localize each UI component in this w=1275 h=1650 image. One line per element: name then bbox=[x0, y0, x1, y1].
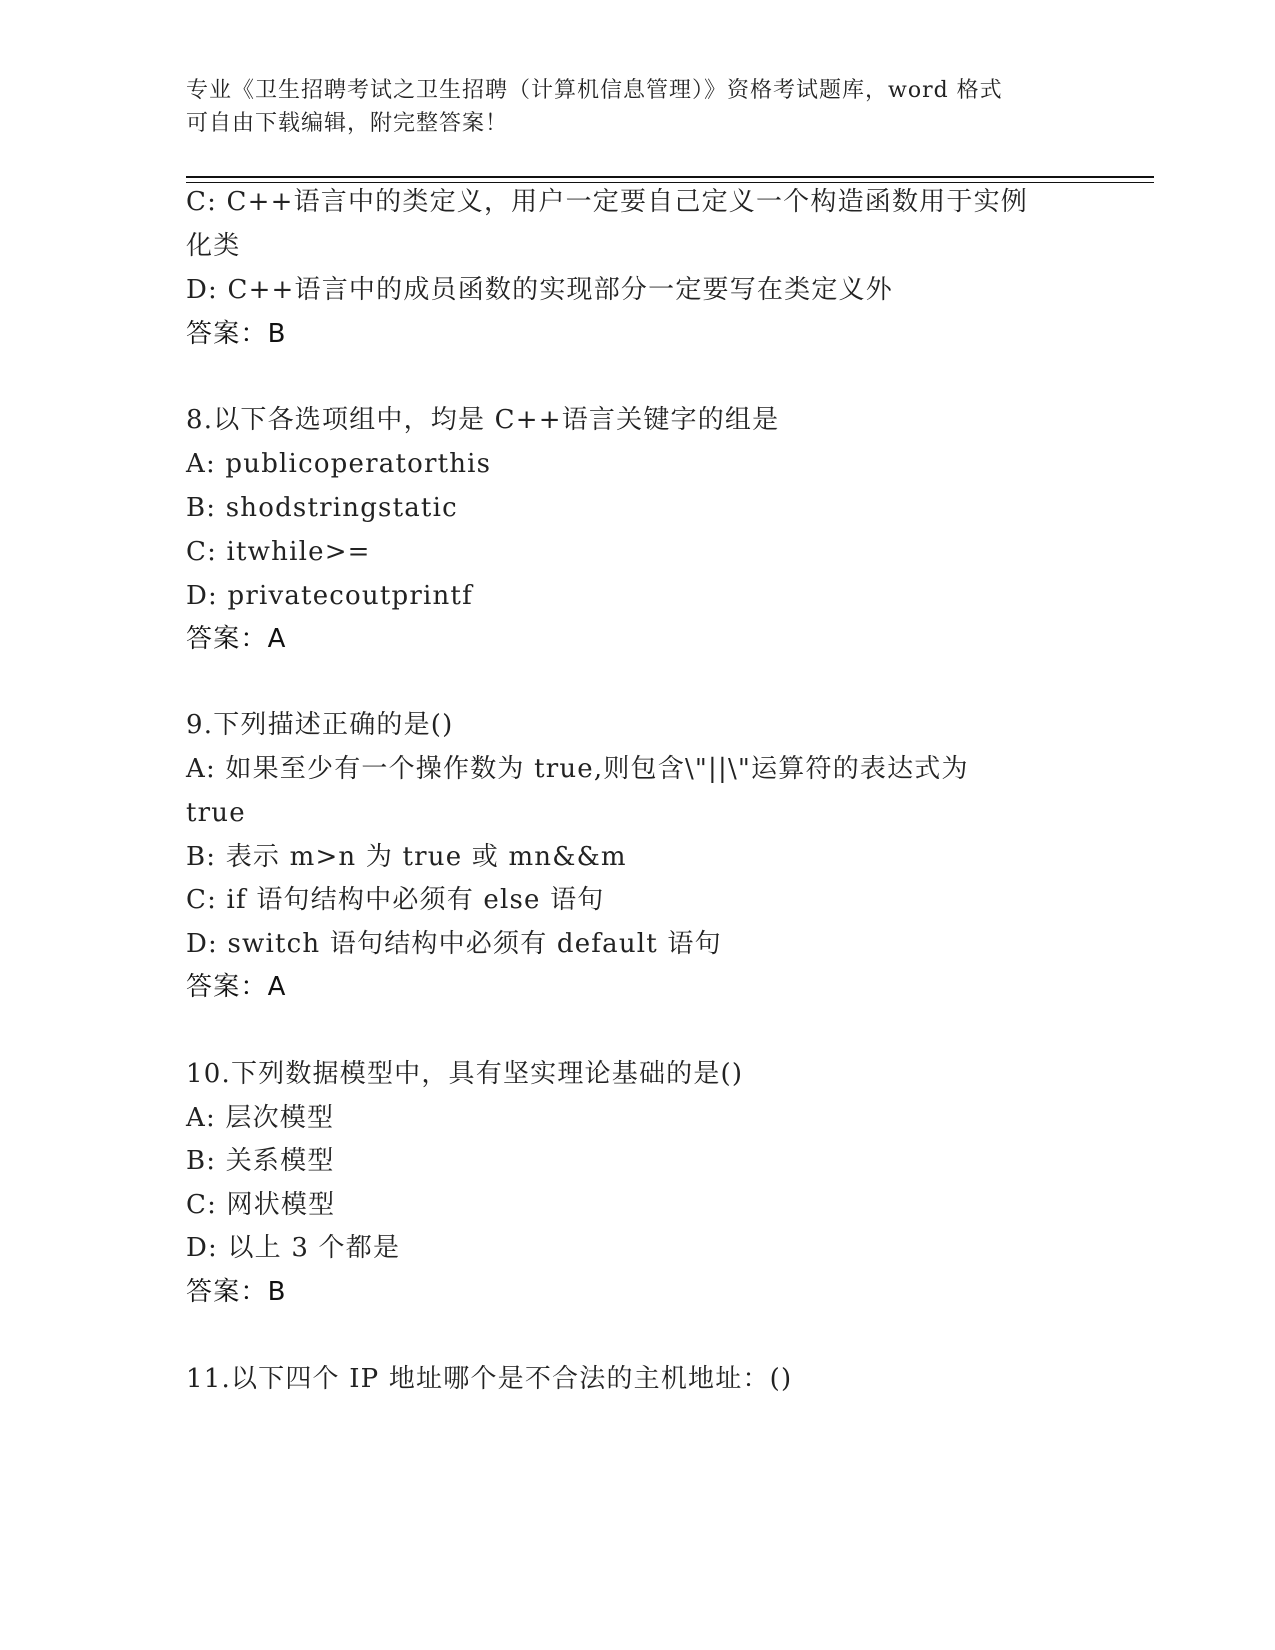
q10-option-b: B: 关系模型 bbox=[186, 1146, 335, 1176]
q9-option-a-line-1: A: 如果至少有一个操作数为 true,则包含\"||\"运算符的表达式为 bbox=[186, 754, 969, 784]
q10-option-a: A: 层次模型 bbox=[186, 1103, 335, 1133]
q8-option-d: D: privatecoutprintf bbox=[186, 581, 473, 611]
q7-option-c-line-2: 化类 bbox=[186, 231, 241, 261]
header-title-line-2: 可自由下载编辑，附完整答案！ bbox=[186, 111, 509, 136]
q7-option-c-line-1: C: C++语言中的类定义，用户一定要自己定义一个构造函数用于实例 bbox=[186, 187, 1028, 217]
q10-option-c: C: 网状模型 bbox=[186, 1190, 336, 1220]
q10-answer: 答案：B bbox=[186, 1277, 287, 1307]
q8-answer: 答案：A bbox=[186, 624, 287, 654]
q8-option-c: C: itwhile>= bbox=[186, 537, 371, 567]
q8-option-a: A: publicoperatorthis bbox=[186, 449, 492, 479]
q9-question: 9.下列描述正确的是() bbox=[186, 710, 454, 740]
q9-option-d: D: switch 语句结构中必须有 default 语句 bbox=[186, 929, 722, 959]
q8-question: 8.以下各选项组中，均是 C++语言关键字的组是 bbox=[186, 405, 780, 435]
header-title-line-1: 专业《卫生招聘考试之卫生招聘（计算机信息管理）》资格考试题库，word 格式 bbox=[186, 78, 1003, 103]
q10-question: 10.下列数据模型中，具有坚实理论基础的是() bbox=[186, 1059, 744, 1089]
q7-answer: 答案：B bbox=[186, 319, 287, 349]
q9-answer: 答案：A bbox=[186, 972, 287, 1002]
q11-question: 11.以下四个 IP 地址哪个是不合法的主机地址：() bbox=[186, 1364, 793, 1394]
header-divider-thick bbox=[186, 176, 1154, 178]
q7-option-d: D: C++语言中的成员函数的实现部分一定要写在类定义外 bbox=[186, 275, 893, 305]
q10-option-d: D: 以上 3 个都是 bbox=[186, 1233, 401, 1263]
header-divider-thin bbox=[186, 182, 1154, 183]
document-header bbox=[186, 74, 1066, 140]
q9-option-a-line-2: true bbox=[186, 798, 246, 828]
q8-option-b: B: shodstringstatic bbox=[186, 493, 458, 523]
q9-option-b: B: 表示 m>n 为 true 或 mn&&m bbox=[186, 842, 627, 872]
q9-option-c: C: if 语句结构中必须有 else 语句 bbox=[186, 885, 605, 915]
